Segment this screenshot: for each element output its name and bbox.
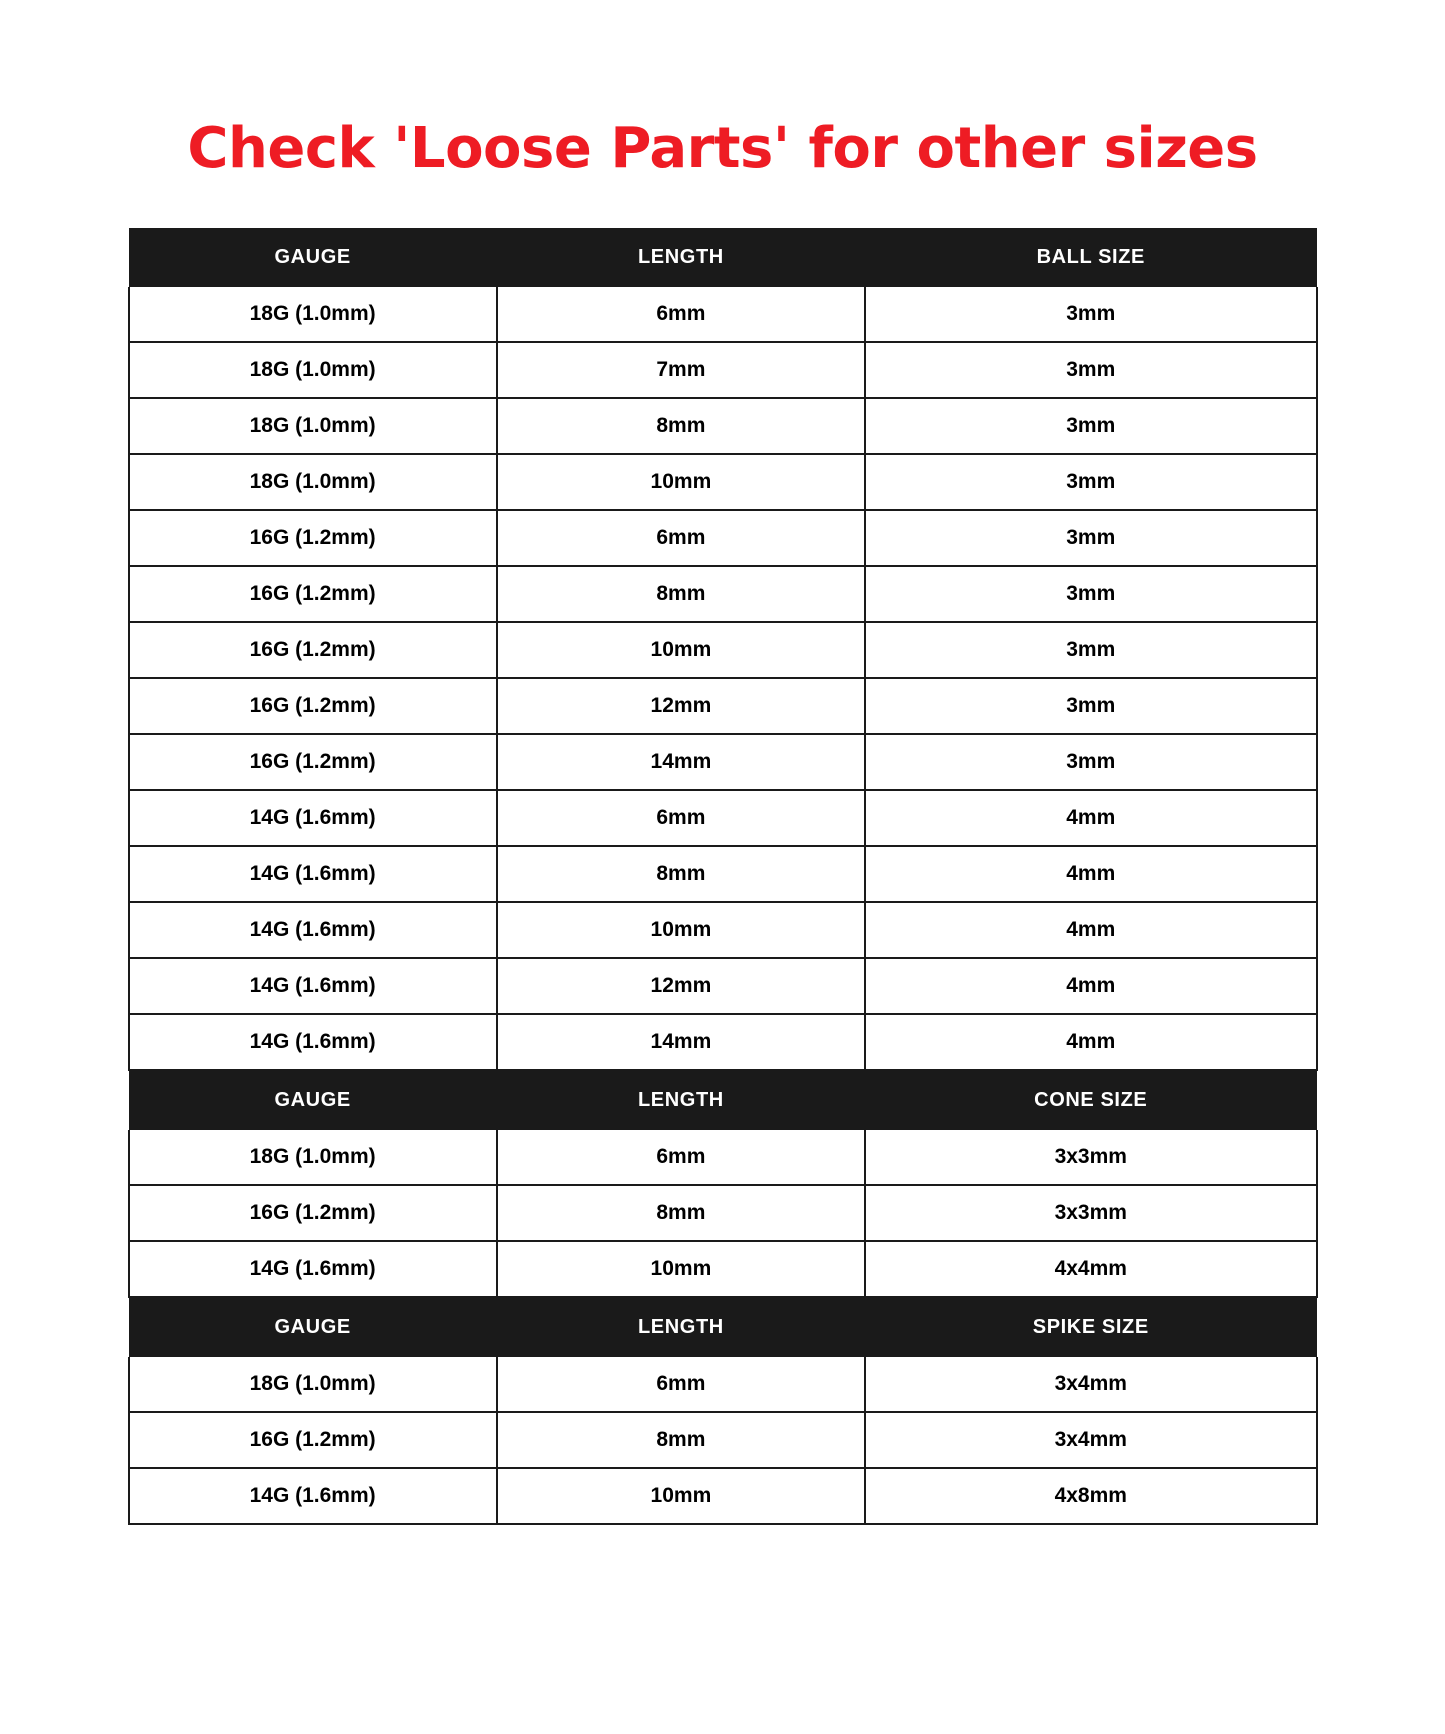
table-row bbox=[129, 790, 1317, 846]
table-cell: 4mm bbox=[865, 846, 1316, 902]
column-header: GAUGE bbox=[129, 1297, 497, 1357]
table-cell: 14mm bbox=[497, 1014, 865, 1070]
table-row bbox=[129, 454, 1317, 510]
column-header: LENGTH bbox=[497, 228, 865, 287]
table-cell: 3mm bbox=[865, 454, 1316, 510]
column-header: GAUGE bbox=[129, 1070, 497, 1130]
table-cell: 6mm bbox=[497, 287, 865, 342]
table-cell: 12mm bbox=[497, 958, 865, 1014]
table-cell: 14G (1.6mm) bbox=[129, 902, 497, 958]
table-row bbox=[129, 678, 1317, 734]
table-cell: 4x4mm bbox=[865, 1241, 1316, 1297]
column-header: CONE SIZE bbox=[865, 1070, 1316, 1130]
table-cell: 4x8mm bbox=[865, 1468, 1316, 1524]
table-cell: 6mm bbox=[497, 510, 865, 566]
column-header: LENGTH bbox=[497, 1297, 865, 1357]
table-cell: 16G (1.2mm) bbox=[129, 622, 497, 678]
table-cell: 8mm bbox=[497, 846, 865, 902]
table-cell: 16G (1.2mm) bbox=[129, 1185, 497, 1241]
table-cell: 18G (1.0mm) bbox=[129, 398, 497, 454]
table-header-row bbox=[129, 1297, 1317, 1357]
table-cell: 8mm bbox=[497, 566, 865, 622]
table-row bbox=[129, 287, 1317, 342]
table-row bbox=[129, 1412, 1317, 1468]
table-cell: 3mm bbox=[865, 398, 1316, 454]
table-row bbox=[129, 902, 1317, 958]
table-cell: 14G (1.6mm) bbox=[129, 790, 497, 846]
table-cell: 14mm bbox=[497, 734, 865, 790]
size-table bbox=[128, 228, 1318, 1525]
table-cell: 3mm bbox=[865, 342, 1316, 398]
table-cell: 18G (1.0mm) bbox=[129, 1130, 497, 1185]
size-table-body bbox=[129, 228, 1317, 1524]
table-cell: 3mm bbox=[865, 734, 1316, 790]
table-row bbox=[129, 1468, 1317, 1524]
table-cell: 8mm bbox=[497, 398, 865, 454]
table-row bbox=[129, 1130, 1317, 1185]
table-cell: 18G (1.0mm) bbox=[129, 287, 497, 342]
table-cell: 10mm bbox=[497, 902, 865, 958]
table-row bbox=[129, 1185, 1317, 1241]
table-cell: 10mm bbox=[497, 622, 865, 678]
table-row bbox=[129, 510, 1317, 566]
table-cell: 16G (1.2mm) bbox=[129, 510, 497, 566]
table-row bbox=[129, 622, 1317, 678]
table-cell: 16G (1.2mm) bbox=[129, 566, 497, 622]
table-cell: 14G (1.6mm) bbox=[129, 846, 497, 902]
table-cell: 3x4mm bbox=[865, 1412, 1316, 1468]
table-cell: 14G (1.6mm) bbox=[129, 1468, 497, 1524]
table-row bbox=[129, 1014, 1317, 1070]
table-cell: 6mm bbox=[497, 1357, 865, 1412]
table-cell: 4mm bbox=[865, 958, 1316, 1014]
table-cell: 3mm bbox=[865, 510, 1316, 566]
table-cell: 3mm bbox=[865, 622, 1316, 678]
table-cell: 8mm bbox=[497, 1412, 865, 1468]
table-cell: 16G (1.2mm) bbox=[129, 734, 497, 790]
column-header: BALL SIZE bbox=[865, 228, 1316, 287]
table-cell: 18G (1.0mm) bbox=[129, 454, 497, 510]
table-header-row bbox=[129, 228, 1317, 287]
table-row bbox=[129, 566, 1317, 622]
table-cell: 14G (1.6mm) bbox=[129, 1241, 497, 1297]
table-row bbox=[129, 846, 1317, 902]
table-cell: 10mm bbox=[497, 454, 865, 510]
table-cell: 18G (1.0mm) bbox=[129, 342, 497, 398]
table-row bbox=[129, 1241, 1317, 1297]
table-cell: 16G (1.2mm) bbox=[129, 678, 497, 734]
table-cell: 8mm bbox=[497, 1185, 865, 1241]
table-cell: 14G (1.6mm) bbox=[129, 1014, 497, 1070]
table-cell: 3mm bbox=[865, 287, 1316, 342]
table-cell: 14G (1.6mm) bbox=[129, 958, 497, 1014]
column-header: SPIKE SIZE bbox=[865, 1297, 1316, 1357]
column-header: GAUGE bbox=[129, 228, 497, 287]
table-cell: 4mm bbox=[865, 790, 1316, 846]
table-cell: 10mm bbox=[497, 1241, 865, 1297]
table-cell: 6mm bbox=[497, 790, 865, 846]
table-cell: 4mm bbox=[865, 1014, 1316, 1070]
table-cell: 16G (1.2mm) bbox=[129, 1412, 497, 1468]
table-cell: 3x3mm bbox=[865, 1185, 1316, 1241]
table-row bbox=[129, 342, 1317, 398]
table-cell: 4mm bbox=[865, 902, 1316, 958]
table-row bbox=[129, 958, 1317, 1014]
table-cell: 6mm bbox=[497, 1130, 865, 1185]
table-cell: 3x4mm bbox=[865, 1357, 1316, 1412]
table-cell: 10mm bbox=[497, 1468, 865, 1524]
table-cell: 7mm bbox=[497, 342, 865, 398]
table-cell: 18G (1.0mm) bbox=[129, 1357, 497, 1412]
table-row bbox=[129, 1357, 1317, 1412]
table-cell: 3x3mm bbox=[865, 1130, 1316, 1185]
size-table-container bbox=[128, 228, 1318, 1525]
page-title: Check 'Loose Parts' for other sizes bbox=[187, 116, 1258, 181]
table-cell: 3mm bbox=[865, 566, 1316, 622]
column-header: LENGTH bbox=[497, 1070, 865, 1130]
table-header-row bbox=[129, 1070, 1317, 1130]
table-row bbox=[129, 398, 1317, 454]
table-cell: 3mm bbox=[865, 678, 1316, 734]
table-row bbox=[129, 734, 1317, 790]
table-cell: 12mm bbox=[497, 678, 865, 734]
